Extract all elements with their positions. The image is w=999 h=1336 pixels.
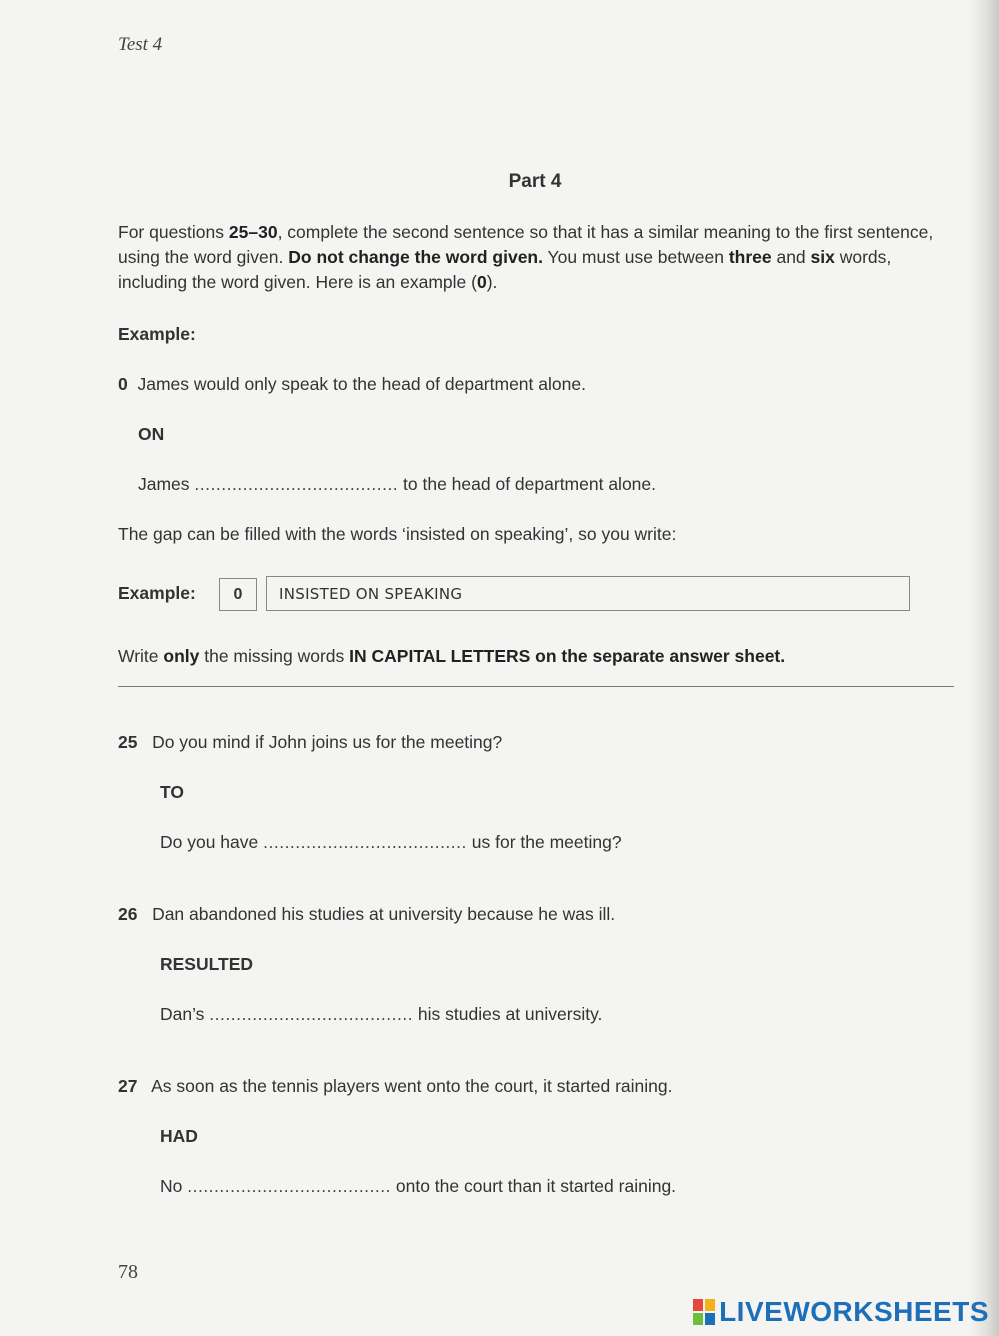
example-gapped-sentence: James ...................................... to the head of department alone. <box>138 474 656 494</box>
example-explanation: The gap can be filled with the words ‘insisted on speaking’, so you write: <box>118 524 677 544</box>
page-edge-shadow <box>969 0 999 1336</box>
example-box-label: Example: <box>118 583 196 603</box>
answer-gap-26[interactable]: ...................................... <box>209 1004 414 1024</box>
example-key-word: ON <box>138 424 165 444</box>
question-25-sentence: 25 Do you mind if John joins us for the meeting? <box>118 732 503 752</box>
example-answer-box: INSISTED ON SPEAKING <box>266 576 910 611</box>
question-26-sentence: 26 Dan abandoned his studies at university because he was ill. <box>118 904 616 924</box>
section-divider <box>118 686 954 687</box>
answer-gap-25[interactable]: ...................................... <box>263 832 467 852</box>
liveworksheets-logo-text: LIVEWORKSHEETS <box>719 1296 989 1327</box>
liveworksheets-logo[interactable] <box>693 1296 989 1328</box>
example-heading: Example: <box>118 324 196 344</box>
question-27-key-word: HAD <box>160 1126 198 1146</box>
write-note: Write only the missing words IN CAPITAL LETTERS on the separate answer sheet. <box>118 646 786 666</box>
part-title: Part 4 <box>508 171 562 192</box>
question-27-gapped-sentence: No ...................................... onto the court than it started raining. <box>160 1176 677 1196</box>
question-26-gapped-sentence: Dan’s ...................................... his studies at university. <box>160 1004 603 1024</box>
question-25-gapped-sentence: Do you have ...................................... us for the meeting? <box>160 832 622 852</box>
question-27-sentence: 27 As soon as the tennis players went onto the court, it started raining. <box>118 1076 673 1096</box>
example-sentence: 0 James would only speak to the head of department alone. <box>118 374 586 394</box>
gap-dots: ...................................... <box>194 474 399 494</box>
page-number: 78 <box>118 1261 138 1283</box>
liveworksheets-logo-icon <box>693 1299 715 1325</box>
question-25-key-word: TO <box>160 782 184 802</box>
running-head: Test 4 <box>118 34 163 55</box>
example-number-box: 0 <box>219 578 257 611</box>
instructions-paragraph: For questions 25–30, complete the second sentence so that it has a similar meaning to the first sentence, using the word given. Do not change the word given. You must use between three and six words, including the word given. Here is an example (0). <box>118 222 934 292</box>
answer-gap-27[interactable]: ...................................... <box>187 1176 391 1196</box>
question-26-key-word: RESULTED <box>160 954 254 974</box>
